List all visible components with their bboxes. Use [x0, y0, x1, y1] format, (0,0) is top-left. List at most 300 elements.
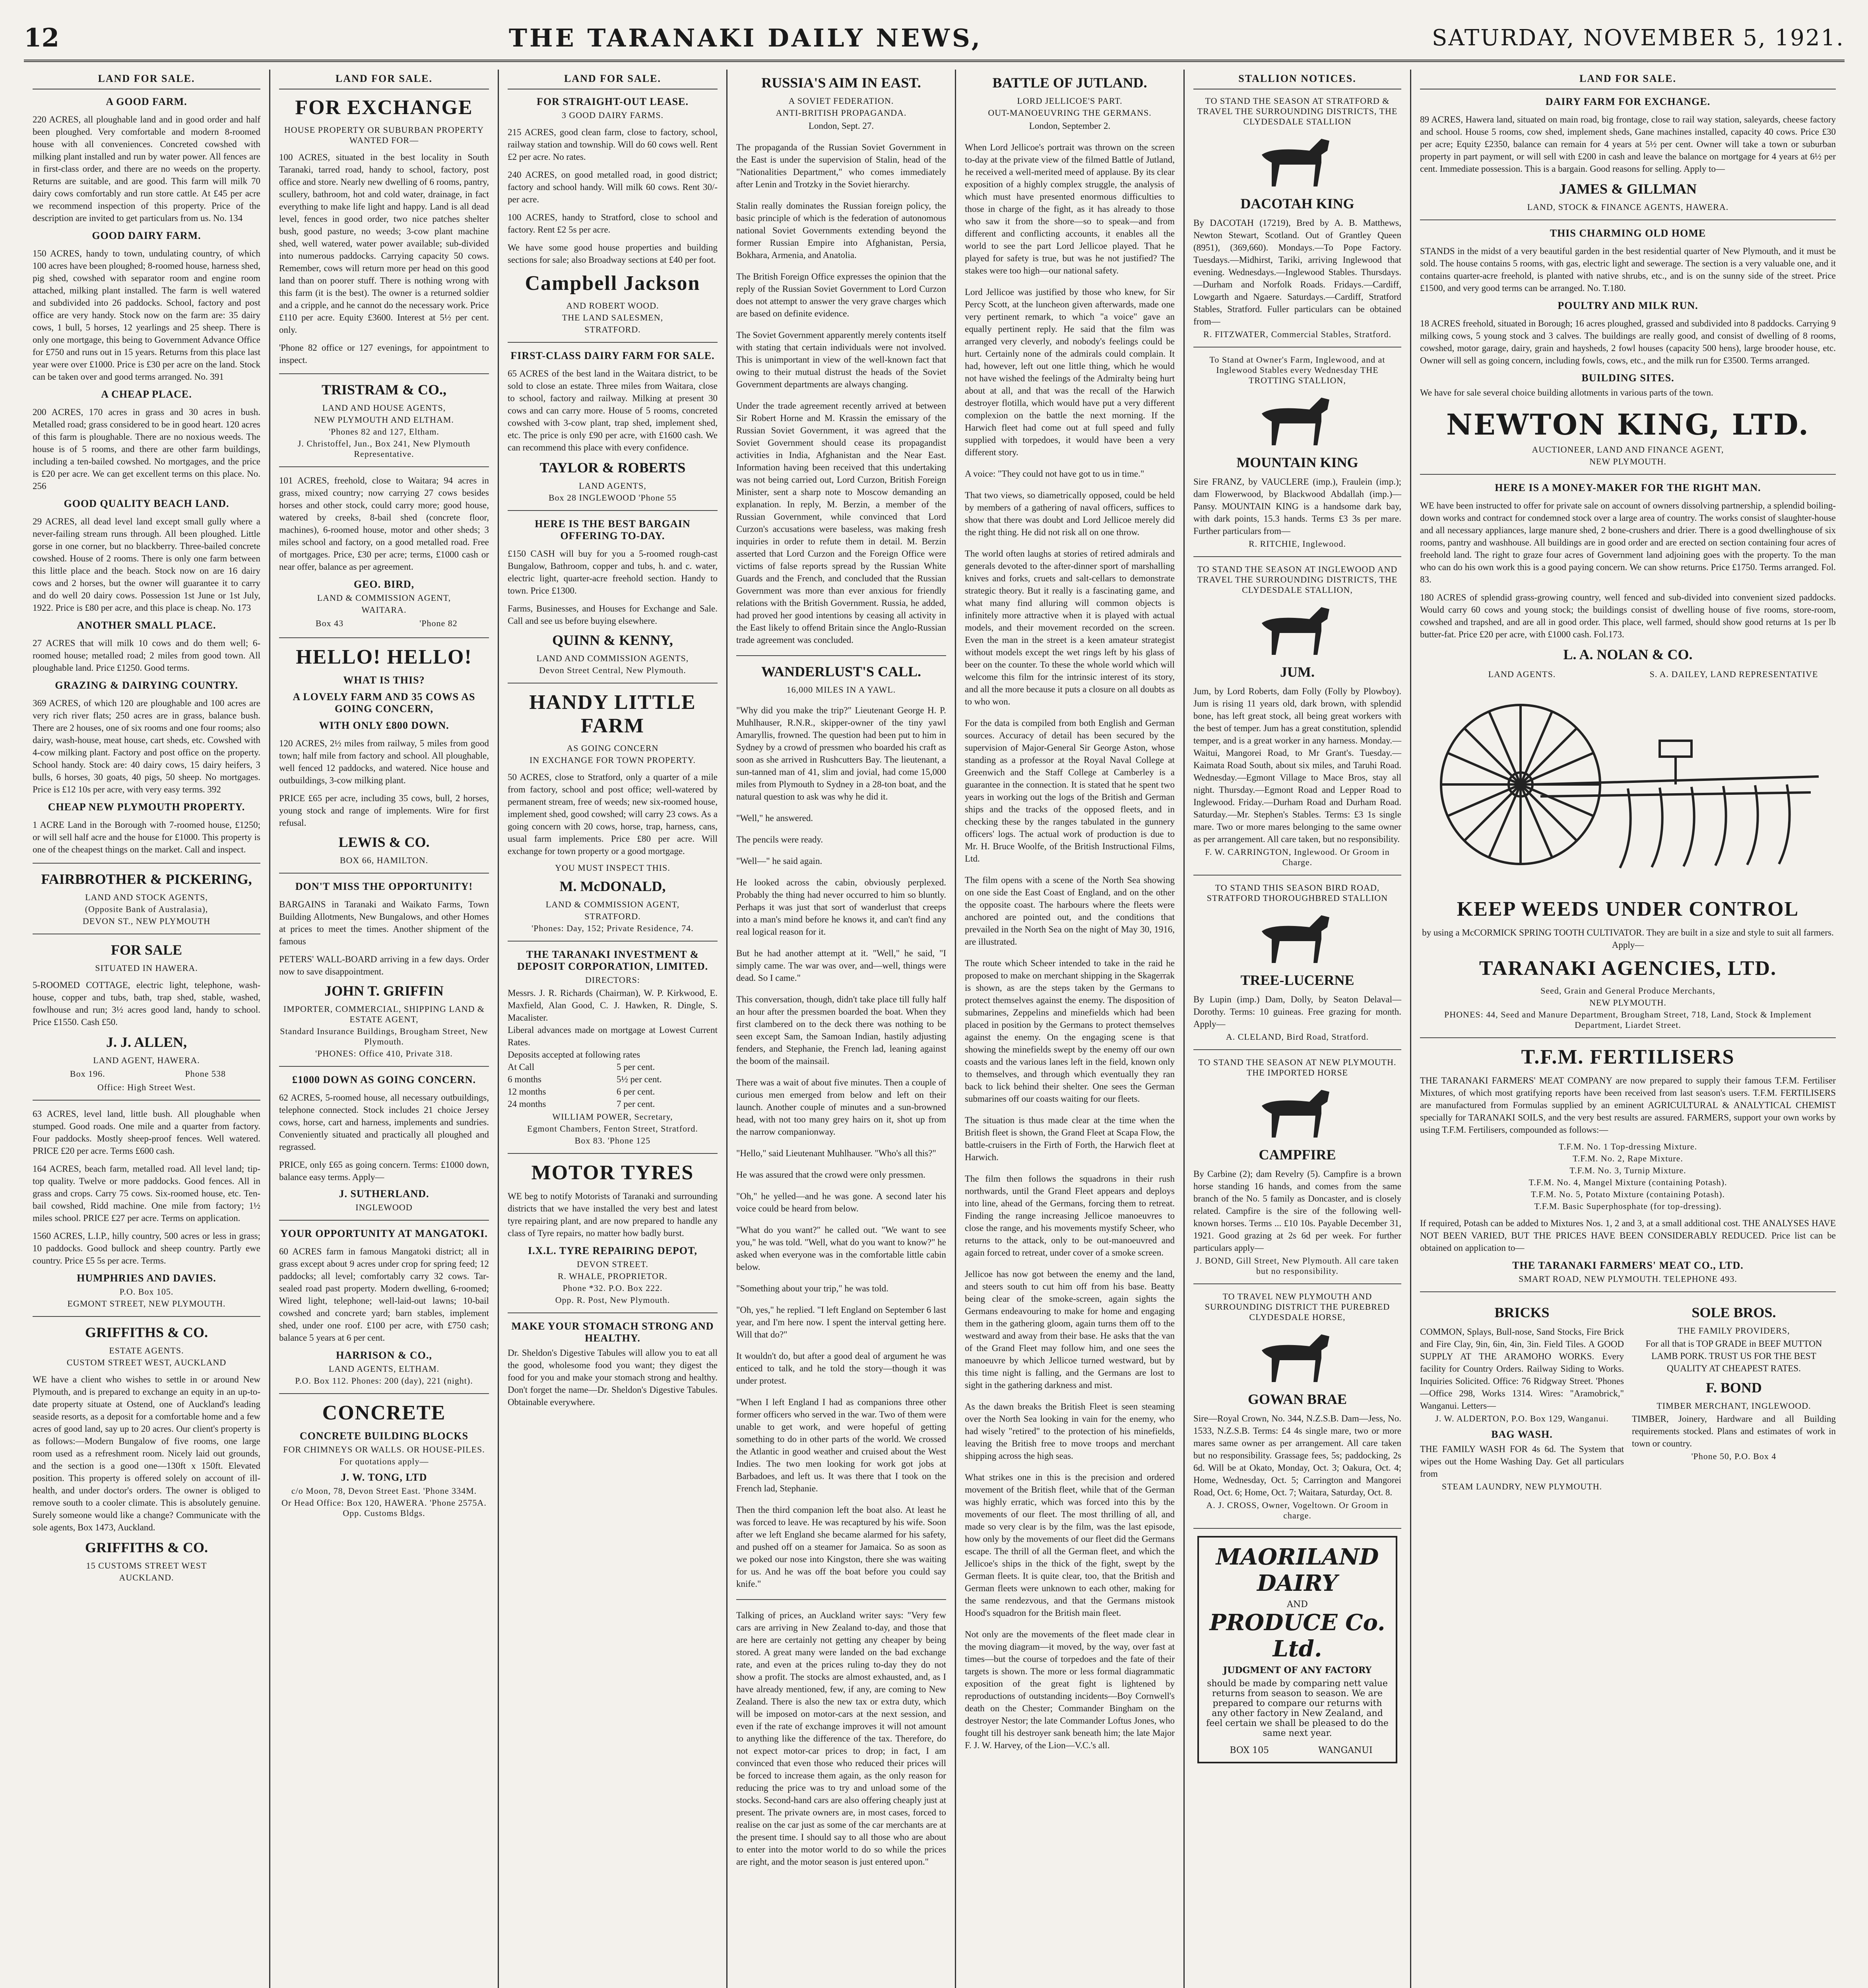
agent-line: R. WHALE, PROPRIETOR.: [557, 1271, 668, 1281]
stallion-intro: TO TRAVEL NEW PLYMOUTH AND SURROUNDING DISTRICT THE PUREBRED CLYDESDALE HORSE,: [1205, 1291, 1390, 1322]
ad-text: THE FAMILY WASH FOR 4s 6d. The System that wipes out the Home Washing Day. Get all particulars from: [1420, 1444, 1624, 1479]
agent-name: QUINN & KENNY,: [552, 632, 673, 648]
ad-text: 63 ACRES, level land, little bush. All ploughable when stumped. Good roads. One mile and a quarter from factory. Four paddocks. Mostly sheep-proof fences. Well watered. PRICE £20 per acre. Terms £600 cash.: [33, 1109, 260, 1156]
agent-name: J. W. TONG, LTD: [341, 1472, 427, 1483]
agent-name: JOHN T. GRIFFIN: [324, 983, 444, 999]
rate-value: 7 per cent.: [617, 1099, 655, 1109]
ad-title: £1000 DOWN AS GOING CONCERN.: [292, 1074, 476, 1085]
ad-title: BAG WASH.: [1491, 1429, 1553, 1440]
ad-text: 164 ACRES, beach farm, metalled road. All level land; tip-top quality. Twelve or more paddocks. Good fences. All in grass and crops. Carry 75 cows. Six-roomed house, etc. Ten-bail cowshed, Ridd machine. One mile from factory; 1½ miles school. PRICE £27 per acre. Terms on application.: [33, 1164, 260, 1223]
mixture-item: T.F.M. No. 4, Mangel Mixture (containing Potash).: [1529, 1177, 1727, 1187]
rate-term: At Call: [508, 1062, 535, 1072]
ad-text: PRICE £65 per acre, including 35 cows, bull, 2 horses, young stock and range of implements. Wire for first refusal.: [279, 793, 489, 828]
stallion-ad: [1193, 883, 1401, 1050]
article-paragraph: But he had another attempt at it. "Well," he said, "I simply came. The war was over, and—well, things were dead. So I came.": [736, 948, 946, 983]
ad-text: For all that is TOP GRADE in BEEF MUTTON LAMB PORK. TRUST US FOR THE BEST QUALITY AT CHEAPEST RATES.: [1645, 1339, 1822, 1373]
ad-title: HERE IS A MONEY-MAKER FOR THE RIGHT MAN.: [1495, 482, 1761, 493]
stallion-text: By Lupin (imp.) Dam, Dolly, by Seaton Delaval—Dorothy. Terms: 10 guineas. Free grazing for month. Apply—: [1193, 994, 1401, 1029]
ad-subtitle: A LOVELY FARM AND 35 COWS AS GOING CONCERN,: [293, 691, 475, 714]
cultivator-illustration: [1421, 685, 1835, 892]
agent-line: INGLEWOOD: [355, 1202, 413, 1212]
article-paragraph: "When I left England I had as companions three other former officers who served in the war. Two of them were unable to get work, and were hopeful of getting something to do in other parts of the world. We crossed the Atlantic in good weather and cruised about the West Indies. The two men looking for work got jobs at Barbadoes, and left us. It was there that I took on the French lad, Stephanie.: [736, 1397, 946, 1493]
stallion-owner: R. FITZWATER, Commercial Stables, Stratford.: [1203, 329, 1391, 339]
ad-text: WE have been instructed to offer for private sale on account of owners dissolving partnership, a splendid boiling-down works and contract for condemned stock over a large area of country. The works consist of slaughter-house and all necessary appliances, large manure shed, 2 bone-crushers and drier. There is a good dwellinghouse of six rooms, pantry and washhouse. All buildings are in good order and are erected on section containing four acres of freehold land. The right to graze four acres of Government land adjoining goes with the property. To the man who can do his own work this is a good paying concern. We can show returns. Price £1750. Terms arranged. Fol. 83.: [1420, 501, 1836, 584]
agent-line: BOX 66, HAMILTON.: [339, 855, 429, 865]
horse-icon: [1246, 1326, 1349, 1386]
stallion-name: DACOTAH KING: [1240, 196, 1354, 212]
agent-line: WILLIAM POWER, Secretary,: [552, 1112, 673, 1122]
stallion-ad: [1193, 355, 1401, 557]
article-paragraph: He looked across the cabin, obviously perplexed. Probably the thing had never occurred to him so bluntly. Perhaps it was just that sort of wanderlust that creeps into a man's mind before he knows it, and can't find any real logical reason for it.: [736, 878, 946, 937]
ad-subtitle: CONCRETE BUILDING BLOCKS: [299, 1430, 469, 1442]
agent-line: IMPORTER, COMMERCIAL, SHIPPING LAND & ESTATE AGENT,: [283, 1004, 485, 1024]
agent-line: AUCKLAND.: [119, 1573, 174, 1582]
agent-line: AND ROBERT WOOD.: [566, 301, 659, 311]
stallion-ad: [1193, 1291, 1401, 1529]
mixture-list: [1420, 1142, 1836, 1211]
divider: [279, 466, 489, 467]
ad-subtitle: IN EXCHANGE FOR TOWN PROPERTY.: [530, 755, 696, 765]
agent-name: THE TARANAKI FARMERS' MEAT CO., LTD.: [1512, 1260, 1744, 1271]
article-paragraph: Lord Jellicoe was justified by those who knew, for Sir Percy Scott, at the luncheon given afterwards, made one very pertinent remark, to which "a voice" gave an equally pertinent reply. He said that the film was arranged very cleverly, and nobody's feelings could be hurt. Certainly none of the admirals could complain. It had, however, left out one little thing, which he would not have wished the feelings of the Admiralty being hurt about at all, and that was the recall of the Harwich destroyer flotilla, which would have put a very different complexion on the battle the next morning. If the Harwich fleet had come out at full speed and fully supplied with torpedoes, it would have been a very different story.: [965, 287, 1175, 457]
ad-title: POULTRY AND MILK RUN.: [1558, 300, 1698, 311]
ad-text: 1560 ACRES, L.I.P., hilly country, 500 acres or less in grass; 10 paddocks. Good bullock and sheep country. Partly ewe country. Price £5 5s per acre. Terms.: [33, 1231, 260, 1266]
ad-title: GRAZING & DAIRYING COUNTRY.: [55, 679, 238, 691]
agent-name: M. McDONALD,: [559, 878, 666, 894]
ad-list: [33, 96, 260, 856]
ad-title: F. BOND: [1706, 1380, 1762, 1396]
divider: [279, 873, 489, 874]
ad-text: 215 ACRES, good clean farm, close to factory, school, railway station and township. Will do 60 cows well. Rent £2 per acre. No rates.: [508, 127, 718, 162]
agent-line: Office: High Street West.: [97, 1082, 196, 1092]
divider: [508, 941, 718, 942]
stallion-owner: F. W. CARRINGTON, Inglewood. Or Groom in Charge.: [1205, 847, 1390, 867]
article-paragraph: The British Foreign Office expresses the opinion that the reply of the Russian Soviet Government to Lord Curzon does not attempt to answer the very grave charges which are based on definite evidence.: [736, 272, 946, 318]
rate-row: [508, 1061, 718, 1073]
agent-name: TAYLOR & ROBERTS: [539, 460, 686, 476]
ad-text: COMMON, Splays, Bull-nose, Sand Stocks, Fire Brick and Fire Clay, 9in, 6in, 4in, 3in. Field Tiles. A GOOD SUPPLY AT THE ARAMOHO WORKS. Every facility for Country Orders. Railway Siding to Works. Inquiries Solicited. Office: 76 Ridgway Street. 'Phones—Office 298, Works 1314. Wires: "Aramobrick," Wanganui. Letters—: [1420, 1327, 1624, 1411]
divider: [1193, 875, 1401, 876]
agent-contact: [279, 617, 489, 630]
stallion-owner: A. J. CROSS, Owner, Vogeltown. Or Groom in charge.: [1206, 1500, 1389, 1520]
agent-line: WAITARA.: [361, 605, 407, 615]
agent-line: LAND AGENT, HAWERA.: [93, 1055, 200, 1065]
column-6: [1185, 70, 1411, 1988]
agent-name: GEO. BIRD,: [353, 579, 415, 590]
ad-subtitle: TIMBER MERCHANT, INGLEWOOD.: [1657, 1401, 1811, 1411]
agent-line: 'Phones: Day, 152; Private Residence, 74.: [531, 923, 694, 933]
divider: [1420, 1291, 1836, 1292]
article-paragraph: Under the trade agreement recently arrived at between Sir Robert Horne and M. Krassin the emissary of the Russian Soviet Government, it was agreed that the Soviet Government should cease its propagandist activities in India, Afghanistan and the Near East. Information having been received that this undertaking was not being carried out, Lord Curzon, British Foreign Minister, sent a sharp note to Moscow demanding an explanation. In reply, M. Berzin, a member of the Russian Government, while convinced that Lord Curzon's accusations were baseless, was making fresh inquiries in order to refute them in detail. M. Berzin asserted that Lord Curzon and the Foreign Office were victims of false reports spread by the Russian White Guards and the French, and concluded that the Russian Government was more than ever anxious for friendly relations with the British Government. Russia, he added, had proved her good intentions by ceasing all activity in the East likely to offend Britain since the Anglo-Russian trade agreement was concluded.: [736, 401, 946, 645]
stallion-owner: R. RITCHIE, Inglewood.: [1248, 539, 1346, 549]
article-paragraph: "Why did you make the trip?" Lieutenant George H. P. Muhlhauser, R.N.R., skipper-owner of the tiny yawl Amaryllis, frowned. The question had been put to him in Sydney by a crowd of pressmen who boarded his craft as soon as she arrived in Rushcutters Bay. The lieutenant, a sun-tanned man of 41, slim and jovial, had come 15,000 miles from Plymouth to Sydney in a 28-ton boat, and the natural question to ask was why he did it.: [736, 705, 946, 802]
article-title: RUSSIA'S AIM IN EAST.: [761, 75, 921, 91]
ad-title: DON'T MISS THE OPPORTUNITY!: [295, 881, 473, 892]
agent-name: J. J. ALLEN,: [106, 1034, 187, 1050]
masthead: [24, 16, 1845, 62]
ad-title: HELLO! HELLO!: [296, 646, 472, 668]
ad-title: FOR SALE: [111, 942, 182, 958]
ad-text: 5-ROOMED COTTAGE, electric light, telephone, wash-house, copper and tubs, bath, trap shed, stable, washed, fowlhouse and run; 3½ acres good land, handy to school. Price £1550. Cash £50.: [33, 980, 260, 1027]
columns: [24, 70, 1845, 1988]
divider: [279, 1393, 489, 1394]
ad-text: PRICE, only £65 as going concern. Terms: £1000 down, balance easy terms. Apply—: [279, 1160, 489, 1182]
ad-title: FIRST-CLASS DAIRY FARM FOR SALE.: [510, 350, 715, 361]
agent-line: S. A. DAILEY, LAND REPRESENTATIVE: [1649, 669, 1818, 679]
stallion-text: Sire—Royal Crown, No. 344, N.Z.S.B. Dam—Jess, No. 1533, N.Z.S.B. Terms: £4 4s single mare, two or more mares same owner as per arrangement. All care taken but no responsibility. Grassage fees, 5s; paddocking, 2s 6d. Will be at Okato, Monday, Oct. 3; Oakura, Oct. 4; Home, Wednesday, Oct. 5; Carrington and Mangorei Road, Oct. 6; Home, Oct. 7; Waitara, Saturday, Oct. 8.: [1193, 1413, 1401, 1497]
column-2: [270, 70, 499, 1988]
article-paragraph: "Oh," he yelled—and he was gone. A second later his voice could be heard from below.: [736, 1191, 946, 1213]
divider: [279, 373, 489, 374]
agent-phone: 'Phone 82: [419, 618, 458, 628]
article-paragraph: A voice: "They could not have got to us in time.": [965, 469, 1144, 479]
agent-line: DEVON ST., NEW PLYMOUTH: [82, 916, 211, 926]
article-paragraph: The film opens with a scene of the North Sea showing on one side the East Coast of England, and on the other the opposite coast. The harbours where the fleets were anchored are pointed out, and the conditions that prevailed in the North Sea on the night of May 30, 1916, are illustrated.: [965, 875, 1175, 947]
agent-name: HUMPHRIES AND DAVIES.: [77, 1272, 216, 1284]
agent-line: P.O. Box 112. Phones: 200 (day), 221 (night).: [295, 1376, 473, 1386]
stallion-text: By Carbine (2); dam Revelry (5). Campfire is a brown horse standing 16 hands, and comes from the same branch of the No. 5 family as Doncaster, and is closely related. Campfire is the sire of the following well-known horses. Terms ... £10 10s. Payable December 31, 1921. Good grazing at 2s 6d per week. For further particulars apply—: [1193, 1169, 1401, 1253]
agent-line: 15 CUSTOMS STREET WEST: [86, 1561, 207, 1571]
ad-text: 240 ACRES, on good metalled road, in good district; factory and school handy. Will milk 60 cows. Rent 30/- per acre.: [508, 170, 718, 204]
dairy-footer: [1205, 1742, 1389, 1755]
agent-line: STRATFORD.: [584, 911, 641, 921]
ad-text: We have some good house properties and building sections for sale; also Broadway sections at £40 per foot.: [508, 243, 718, 265]
ad-title: THIS CHARMING OLD HOME: [1550, 227, 1706, 239]
ad-list: [33, 1108, 260, 1267]
article-paragraph: The Soviet Government apparently merely contents itself with stating that certain individuals were not involved. This is unimportant in view of the well-known fact that owing to their mutual distrust the heads of the Soviet Government departments are always changing.: [736, 330, 946, 389]
agent-line: THE LAND SALESMEN,: [562, 313, 663, 322]
divider: [33, 1100, 260, 1101]
ad-text: PETERS' WALL-BOARD arriving in a few days. Order now to save disappointment.: [279, 954, 489, 977]
article-title: WANDERLUST'S CALL.: [761, 664, 921, 679]
agent-line: LAND, STOCK & FINANCE AGENTS, HAWERA.: [1527, 202, 1729, 212]
mixture-item: T.F.M. No. 5, Potato Mixture (containing Potash).: [1530, 1189, 1725, 1199]
column-header: LAND FOR SALE.: [33, 70, 260, 89]
agent-line: NEW PLYMOUTH.: [1589, 998, 1666, 1008]
stallion-name: CAMPFIRE: [1259, 1147, 1336, 1163]
ad-title: BRICKS: [1494, 1305, 1550, 1320]
mixture-item: T.F.M. No. 2, Rape Mixture.: [1573, 1153, 1683, 1163]
ad-title: THE TARANAKI INVESTMENT & DEPOSIT CORPORATION, LIMITED.: [517, 949, 708, 972]
ad-text: We have for sale several choice building allotments in various parts of the town.: [1420, 388, 1713, 398]
divider: [1193, 556, 1401, 557]
agent-line: LAND & COMMISSION AGENT,: [317, 593, 451, 603]
article-subtitle: LORD JELLICOE'S PART.: [1017, 96, 1123, 106]
article-paragraph: "Well—" he said again.: [736, 856, 822, 866]
agent-line: Devon Street Central, New Plymouth.: [539, 665, 686, 675]
ad-text: 101 ACRES, freehold, close to Waitara; 94 acres in grass, mixed country; now carrying 27 cows besides horses and other stock, could carry more; good house, watered by creeks, 8-bail shed (concrete floor, machines), 6-roomed house, motor and other sheds; 3 miles school and factory, on a good metalled road. Free of mortgages. Price, £30 per acre; terms, £1000 cash or near offer, balance as per agreement.: [279, 476, 489, 572]
agent-phone: Phone 538: [185, 1069, 226, 1079]
agent-line: Egmont Chambers, Fenton Street, Stratford.: [527, 1124, 698, 1134]
dairy-logo-text: AND: [1287, 1600, 1308, 1609]
agent-line: Or Head Office: Box 120, HAWERA. 'Phone 2575A. Opp. Customs Bldgs.: [281, 1498, 487, 1518]
ad-text: 1 ACRE Land in the Borough with 7-roomed house, £1250; or will sell half acre and the house for £1000. This property is one of the cheapest things on the market. Call and inspect.: [33, 820, 260, 854]
rate-value: 5 per cent.: [617, 1062, 655, 1072]
mixture-item: T.F.M. Basic Superphosphate (for top-dressing).: [1534, 1201, 1722, 1211]
dairy-ad: [1197, 1536, 1397, 1763]
rate-term: 24 months: [508, 1099, 546, 1109]
column-header: LAND FOR SALE.: [508, 70, 718, 89]
divider: [33, 1316, 260, 1317]
agent-name: JAMES & GILLMAN: [1559, 181, 1697, 197]
divider: [736, 655, 946, 656]
ad-text: THE TARANAKI FARMERS' MEAT COMPANY are now prepared to supply their famous T.F.M. Fertiliser Mixtures, of which most gratifying reports have been received from last season's users. T.F.M. FERTILISERS are manufactured from Formulas supplied by an eminent AGRICULTURAL & ANALYTICAL CHEMIST specially for TARANAKI SOILS, and the very best results are assured. FARMERS, support your own works by using T.F.M. Fertilisers, compounded as follows:—: [1420, 1076, 1836, 1135]
article-paragraph: When Lord Jellicoe's portrait was thrown on the screen to-day at the private view of the filmed Battle of Jutland, he received a well-merited meed of applause. By its clear exposition of a highly complex struggle, the analysis of which must have presented enormous difficulties to those in charge of the fight, as it has already to those who saw it from the shore—so to speak—and from different and conflicting accounts, it enables all the world to see the part Lord Jellicoe played. That he played for safety is true, but was he not justified? The stakes were too high—our national safety.: [965, 142, 1175, 276]
ad-text: 100 ACRES, situated in the best locality in South Taranaki, tarred road, handy to school, factory, post office and store. Nearly new dwelling of 6 rooms, pantry, scullery, bathroom, hot and cold water, drainage, in fact everything to make life light and happy. Land is all dead level, fences in good order, two nice patches shelter bush, good pasture, no weeds; 3-cow plant machine shed, well watered, water power available; sub-divided into numerous paddocks. Carrying capacity 50 cows. Remember, cows will return more per head on this good land than on poorer stuff. There is nothing wrong with this farm (it is the best). The owner is a returned soldier and a cripple, and he cannot do the necessary work. Price £110 per acre. Equity £3600. Interest at 5½ per cent. only.: [279, 152, 489, 335]
agent-line: LAND & COMMISSION AGENT,: [545, 899, 680, 909]
column-1: [24, 70, 270, 1988]
divider: [1193, 1283, 1401, 1284]
stallion-intro: TO STAND THIS SEASON BIRD ROAD, STRATFORD THOROUGHBRED STALLION: [1207, 883, 1388, 903]
dairy-logo-text: PRODUCE Co. Ltd.: [1209, 1609, 1385, 1662]
stallion-text: Jum, by Lord Roberts, dam Folly (Folly by Plowboy). Jum is rising 11 years old, dark brown, with splendid bone, has left great stock, all being great workers with the best of temper. Jum has a great constitution, splendid temper, and is a great worker in any harness. Monday.—Waitui, Mangorei Road, to Mr Grant's. Tuesday.—Kaimata Road South, about six miles, and Taruhi Road. Wednesday.—Egmont Village to Mace Bros, stay all night. Thursday.—Egmont Road and Lepper Road to Inglewood. Friday.—Durham Road and Durham Road. Saturday.—Mr. Stephen's Stables. Terms: £3 1s single mare. Two or more mares belonging to the same owner as per arrangement. All care taken, but no responsibility.: [1193, 686, 1401, 844]
ad-text: 220 ACRES, all ploughable land and in good order and half been ploughed. Very comfortable and modern 8-roomed house with all conveniences. Concreted cowshed with milking plant installed and run by water power. All fences are in first-class order, and there are no weeds on the property. Returns are suitable, and are good. This farm will milk 70 dairy cows comfortably and run store cattle. At £45 per acre we recommend inspection of this property. Price of the description are invited to get particulars from us. No. 134: [33, 115, 260, 223]
ad-subtitle: DIRECTORS:: [585, 975, 640, 985]
article-paragraph: For the data is compiled from both English and German sources. Accuracy of detail has been secured by the supervision of Major-General Sir George Aston, whose standing as a professor at the Royal Naval College at Greenwich and the Staff College at Camberley is a guarantee in the connection. It is stated that he spent two years in working out the logs of the British and German ships and the tracks of the opposed fleets, and in checking these by the ranges tabulated in the gunnery officers' logs. The actual work of production is due to Mr. H. Bruce Woolfe, of the British Instructional Films, Ltd.: [965, 718, 1175, 864]
bottom-ads: [1420, 1299, 1836, 1493]
agent-line: PHONES: 44, Seed and Manure Department, Brougham Street, 718, Land, Stock & Implement Department, Liardet Street.: [1444, 1010, 1812, 1030]
ad-text: WE have a client who wishes to settle in or around New Plymouth, and is prepared to exchange an equity in an up-to-date property situate at Ostend, one of Auckland's leading seaside resorts, as a deposit for a comfortable home and a few acres of good land, say up to 20 acres. Our client's property is as follows:—Modern Bungalow of five rooms, one large room used as a refreshment room. Nicely laid out grounds, and the section is a good one—130ft x 150ft. Elevated position. This property is offered solely on account of ill-health, and under doctor's orders. The owner is obliged to remove south to a cooler climate. This is absolutely genuine. Surely someone would like a change? Communicate with the sole agents, Box 1473, Auckland.: [33, 1375, 260, 1532]
agent-name: I.X.L. TYRE REPAIRING DEPOT,: [528, 1245, 697, 1256]
ad-text: Farms, Businesses, and Houses for Exchange and Sale. Call and see us before buying elsewhere.: [508, 604, 718, 626]
agent-name: GRIFFITHS & CO.: [85, 1324, 208, 1340]
horse-icon: [1246, 131, 1349, 190]
dairy-logo-text: MAORILAND DAIRY: [1216, 1544, 1379, 1596]
agent-line: EGMONT STREET, NEW PLYMOUTH.: [67, 1299, 226, 1309]
ad-text: 50 ACRES, close to Stratford, only a quarter of a mile from factory, school and post office; well-watered by permanent stream, free of weeds; new six-roomed house, implement shed, good cowshed; will carry 23 cows. As a going concern with 20 cows, horse, trap, harness, cans, usual farm implements. Price £80 per acre. Will exchange for town property or a good mortgage.: [508, 772, 718, 856]
agent-name: TRISTRAM & CO.,: [321, 382, 446, 398]
column-3: [499, 70, 727, 1988]
stallion-intro: To Stand at Owner's Farm, Inglewood, and at Inglewood Stables every Wednesday THE TROTTING STALLION,: [1209, 355, 1385, 385]
article-paragraph: Talking of prices, an Auckland writer says: "Very few cars are arriving in New Zealand to-day, and those that are here are certainly not getting any cheaper by being stored. A great many were landed on the bad exchange rate, and even at the prices ruling to-day they do not show a profit. The stocks are almost exhausted, and, as I have already mentioned, few, if any, are coming to New Zealand. There is also the new tax or extra duty, which will be imposed on motor-cars at the next session, and even if the rate of exchange improves it will not amount to anything like the difference of the tax. Therefore, do not expect motor-car prices to drop; in fact, I am convinced that even those who reduced their prices will be forced to increase them again, as the only reason for reducing the price was to try and unload some of the stocks. Second-hand cars are also offering cheaply just at present. The private owners are, in most cases, forced to realise on the car just as some of the car merchants are at the present time. I should say to all those who are about to enter into the motor world to do so while the prices are right, and the motor season is just entered upon.": [736, 1610, 946, 1867]
article-paragraph: The situation is thus made clear at the time when the British fleet is shown, the Grand Fleet at Scapa Flow, the battle-cruisers in the Firth of Forth, the Harwich fleet at Harwich.: [965, 1115, 1175, 1162]
divider: [1420, 1037, 1836, 1038]
ad-text: STANDS in the midst of a very beautiful garden in the best residential quarter of New Plymouth, and it must be sold. The house contains 5 rooms, with gas, electric light and sewerage. The section is a very valuable one, and it contains quarter-acre freehold, is planted with native shrubs, etc., and is on the sunny side of the street. Price £1500, and very good terms can be arranged. No. T.180.: [1420, 246, 1836, 293]
agent-name: Campbell Jackson: [525, 272, 700, 295]
article-paragraph: It wouldn't do, but after a good deal of argument he was enticed to talk, and he told the story—though it was under protest.: [736, 1351, 946, 1386]
ad-text: by using a McCORMICK SPRING TOOTH CULTIVATOR. They are built in a size and style to suit all farmers. Apply—: [1422, 928, 1834, 950]
divider: [1193, 1528, 1401, 1529]
article-paragraph: Not only are the movements of the fleet made clear in the moving diagram—it moved, by the way, over fast at times—but the course of torpedoes and the fate of their targets is shown. The more or less formal diagrammatic exposition of the great fight is lightened by reproductions of outstanding incidents—Boy Cornwell's death on the Chester; Commander Bingham on the destroyer Nestor; the late Commander Loftus Jones, who fought till his destroyer sank beneath him; the late Major F. J. W. Harvey, of the Lion—V.C.'s all.: [965, 1629, 1175, 1750]
column-header: LAND FOR SALE.: [279, 70, 489, 89]
agent-name: J. SUTHERLAND.: [339, 1188, 429, 1200]
divider: [508, 510, 718, 511]
article-paragraph: The pencils were ready.: [736, 835, 823, 845]
agent-box: Box 43: [315, 618, 344, 628]
article-paragraph: The world often laughs at stories of retired admirals and generals devoted to the after-dinner sport of marshalling knives and forks, cruets and salt-cellars to demonstrate strategic theory. But it really is a fascinating game, and what many find alluring will common objects is infinitely more attractive when it is played with actual models, and their movement recorded on the screen. Even the man in the street is a keen amateur strategist without models except the wet rings left by his glass of beer on the counter. To these the whole world which will welcome this film for the intrinsic interest of its story, and all the more because it puts a closure on all doubts as to who won.: [965, 549, 1175, 707]
ad-title: GOOD DAIRY FARM.: [92, 230, 201, 241]
divider: [1193, 347, 1401, 348]
column-5: [956, 70, 1185, 1988]
article-paragraph: That two views, so diametrically opposed, could be held by members of a gathering of naval officers, suffices to show that there was doubt and Lord Jellicoe merely did the right thing. He did not risk all on one throw.: [965, 490, 1175, 537]
rate-row: [508, 1098, 718, 1110]
ad-title: T.F.M. FERTILISERS: [1521, 1046, 1735, 1068]
newspaper-title: THE TARANAKI DAILY NEWS,: [508, 23, 983, 52]
ad-title: DAIRY FARM FOR EXCHANGE.: [1545, 96, 1711, 107]
ad-text: Messrs. J. R. Richards (Chairman), W. P. Kirkwood, E. Maxfield, Alan Good, C. J. Hawken, R. Dingle, S. Macalister.: [508, 988, 718, 1023]
agent-line: DEVON STREET.: [576, 1259, 649, 1269]
ad-text: 27 ACRES that will milk 10 cows and do them well; 6-roomed house; metalled road; 2 miles from good town. All ploughable land. Price £1250. Good terms.: [33, 638, 260, 673]
ad-text: 60 ACRES farm in famous Mangatoki district; all in grass except about 9 acres under crop for spring feed; 12 paddocks; all level; comfortably carry 32 cows. Tar-sealed road past property. Modern dwelling, 6-roomed; Wired light, telephone; well-laid-out lawns; 10-bail cowshed and concrete yard; barn stables, implement shed, under one roof. £100 per acre, with £750 cash; balance 5 years at 6 per cent.: [279, 1246, 489, 1343]
divider: [508, 342, 718, 343]
agent-line: SMART ROAD, NEW PLYMOUTH. TELEPHONE 493.: [1519, 1274, 1737, 1284]
ad-text: 200 ACRES, 170 acres in grass and 30 acres in bush. Metalled road; grass considered to be in good heart. 120 acres of this farm is ploughable. There are no noxious weeds. The house is of 5 rooms, and there are other farm buildings, including a ten-bailed cowshed. No mortgages, and the price is £20 per acre. We can get excellent terms on this place. No. 256: [33, 407, 260, 491]
dairy-heading: JUDGMENT OF ANY FACTORY: [1223, 1665, 1372, 1675]
horse-icon: [1246, 907, 1349, 967]
article-subtitle: 16,000 MILES IN A YAWL.: [786, 685, 896, 695]
ad-text: Dr. Sheldon's Digestive Tabules will allow you to eat all the good, wholesome food you want; they digest the food for you and make your stomach strong and healthy. Don't forget the name—Dr. Sheldon's Digestive Tabules. Obtainable everywhere.: [508, 1348, 718, 1407]
ad-title: HERE IS THE BEST BARGAIN OFFERING TO-DAY.: [535, 518, 691, 542]
agent-line: P.O. Box 105.: [119, 1287, 174, 1297]
ad-text: WE beg to notify Motorists of Taranaki and surrounding districts that we have installed the very best and latest tyre repairing plant, and are now prepared to handle any class of Tyre repairs, no matter how badly burst.: [508, 1191, 718, 1238]
ad-text: For quotations apply—: [339, 1456, 429, 1466]
ad-subtitle: HOUSE PROPERTY OR SUBURBAN PROPERTY WANTED FOR—: [284, 125, 484, 145]
ad-subtitle: THE FAMILY PROVIDERS,: [1678, 1326, 1790, 1336]
article-paragraph: "Oh, yes," he replied. "I left England on September 6 last year, and I'm here now. I spent the interval getting here. Will that do?": [736, 1305, 946, 1340]
agent-line: 'Phone 50, P.O. Box 4: [1691, 1451, 1777, 1461]
ad-title: KEEP WEEDS UNDER CONTROL: [1457, 898, 1799, 920]
agent-line: LAND AND COMMISSION AGENTS,: [536, 653, 689, 663]
stallion-name: TREE-LUCERNE: [1240, 972, 1354, 988]
agent-line: Box 28 INGLEWOOD 'Phone 55: [548, 493, 677, 503]
agent-line: AUCTIONEER, LAND AND FINANCE AGENT,: [1532, 445, 1724, 454]
rate-term: 12 months: [508, 1087, 546, 1097]
article-paragraph: "Something about your trip," he was told.: [736, 1283, 888, 1293]
stallion-name: MOUNTAIN KING: [1236, 454, 1358, 470]
agent-line: STRATFORD.: [584, 324, 641, 334]
dairy-town: WANGANUI: [1318, 1745, 1373, 1755]
divider: [1193, 1049, 1401, 1050]
stallion-intro: TO STAND THE SEASON AT STRATFORD & TRAVEL THE SURROUNDING DISTRICTS, THE CLYDESDALE STALLION: [1197, 96, 1398, 126]
ad-title: CHEAP NEW PLYMOUTH PROPERTY.: [48, 801, 245, 813]
ad-text: BARGAINS in Taranaki and Waikato Farms, Town Building Allotments, New Bungalows, and other Homes at prices to meet the times. Another shipment of the famous: [279, 899, 489, 946]
ad-title: FOR EXCHANGE: [295, 96, 473, 119]
stallion-text: Sire FRANZ, by VAUCLERE (imp.), Fraulein (imp.); dam Flowerwood, by Blackwood Abdallah (imp.)—Pansy. MOUNTAIN KING is a handsome dark bay, with dark points, 15.3 hands. Terms £3 3s per mare. Further particulars from—: [1193, 477, 1401, 536]
article-subtitle: ANTI-BRITISH PROPAGANDA.: [776, 108, 907, 118]
mixture-item: T.F.M. No. 1 Top-dressing Mixture.: [1558, 1142, 1697, 1151]
ad-subtitle: WITH ONLY £800 DOWN.: [319, 720, 449, 731]
ad-title: MAKE YOUR STOMACH STRONG AND HEALTHY.: [511, 1320, 714, 1344]
ad-text: 65 ACRES of the best land in the Waitara district, to be sold to close an estate. Three miles from Waitara, close to school, factory and railway. Milking at present 30 cows and can carry more. House of 5 rooms, concreted cowshed with 3-cow plant, trap shed, implement shed, etc. The price is only £90 per acre, with £1600 cash. We can recommend this place with every confidence.: [508, 369, 718, 452]
agent-line: Opp. R. Post, New Plymouth.: [555, 1295, 670, 1305]
horse-icon: [1246, 390, 1349, 449]
agent-line: LAND AND STOCK AGENTS,: [85, 892, 208, 902]
agent-line: 'Phones 82 and 127, Eltham.: [329, 427, 439, 437]
ad-text: 'Phone 82 office or 127 evenings, for appointment to inspect.: [279, 343, 489, 365]
article-paragraph: The propaganda of the Russian Soviet Government in the East is under the supervision of Stalin, head of the "Nationalities Department," who comes immediately after Lenin and Trotzky in the Soviet hierarchy.: [736, 142, 946, 189]
agent-name: LEWIS & CO.: [338, 834, 430, 850]
stallion-list: [1193, 96, 1401, 1529]
rate-value: 6 per cent.: [617, 1087, 655, 1097]
agent-line: Phone *32. P.O. Box 222.: [563, 1283, 663, 1293]
agent-name: L. A. NOLAN & CO.: [1563, 646, 1693, 662]
agent-name: TARANAKI AGENCIES, LTD.: [1479, 957, 1777, 980]
ad-text: 120 ACRES, 2½ miles from railway, 5 miles from good town; half mile from factory and school. All ploughable, well fenced 12 paddocks, and watered. Nice house and outbuildings, 3-cow milking plant.: [279, 738, 489, 785]
page-number: 12: [24, 23, 60, 53]
mixture-item: T.F.M. No. 3, Turnip Mixture.: [1569, 1165, 1686, 1175]
ad-title: CONCRETE: [322, 1402, 446, 1424]
dateline: London, September 2.: [1029, 121, 1111, 131]
article-paragraph: As the dawn breaks the British Fleet is seen steaming over the North Sea looking in vain for the enemy, who had wisely "retired" to the protection of his minefields, leaving the British free to move troops and merchant shipping across the high seas.: [965, 1402, 1175, 1461]
agent-line: LAND AGENTS.: [1488, 669, 1556, 679]
agent-line: J. Christoffel, Jun., Box 241, New Plymouth Representative.: [297, 439, 471, 459]
stallion-text: By DACOTAH (17219), Bred by A. B. Matthews, Newton Stewart, Scotland. Out of Grantley Queen (8951), (369,660). Mondays.—To Pope Factory. Tuesdays.—Midhirst, Tariki, arriving Inglewood that evening. Wednesdays.—Inglewood Stables. Thursdays.—Durham and Norfolk Roads. Fridays.—Cardiff, Lowgarth and Ngaere. Saturdays.—Cardiff, Stratford Stables, Stratford. Fuller particulars can be obtained from—: [1193, 218, 1401, 326]
ad-title: BUILDING SITES.: [1581, 372, 1674, 384]
ad-text: 180 ACRES of splendid grass-growing country, well fenced and sub-divided into convenient sized paddocks. Would carry 60 cows and young stock; the buildings consist of dwelling house of five rooms, store-room, cowshed and trapshed, and are all in good order. This place, well farmed, should show good returns at 1s per lb butter-fat. Price £20 per acre, with £1000 cash. Fol.173.: [1420, 592, 1836, 639]
column-4: [727, 70, 956, 1988]
column-header: STALLION NOTICES.: [1193, 70, 1401, 89]
stallion-owner: J. BOND, Gill Street, New Plymouth. All care taken but no responsibility.: [1196, 1256, 1399, 1276]
stallion-intro: TO STAND THE SEASON AT NEW PLYMOUTH. THE IMPORTED HORSE: [1198, 1057, 1397, 1077]
dairy-text: should be made by comparing nett value returns from season to season. We are prepared to compare our returns with any other factory in New Zealand, and feel certain we shall be pleased to do the same next year.: [1206, 1679, 1389, 1738]
agent-box: Box 196.: [70, 1069, 105, 1079]
ad-title: MOTOR TYRES: [531, 1161, 694, 1184]
agent-line: LAND AGENTS, ELTHAM.: [328, 1364, 440, 1374]
stallion-intro: TO STAND THE SEASON AT INGLEWOOD AND TRAVEL THE SURROUNDING DISTRICTS, THE CLYDESDALE STALLION,: [1197, 564, 1398, 595]
dateline: London, Sept. 27.: [808, 121, 874, 131]
agent-line: (Opposite Bank of Australasia),: [85, 904, 208, 914]
ad-text: 150 ACRES, handy to town, undulating country, of which 100 acres have been ploughed; 8-roomed house, harness shed, pig shed, cowshed with separator room and engine room attached, milking plant installed. The farm is well watered and subdivided into 26 paddocks. School, factory and post office are very handy. Stock now on the farm are: 35 dairy cows, 1 bull, 5 horses, 12 yearlings and 25 sheep. There is only one mortgage, this being to Government Advance Office for £750 and runs out in 15 years. Returns from this place last year were over £1000. Price is £30 per acre on the land. Stock can be taken over and good terms arranged. No. 391: [33, 248, 260, 382]
agent-line: 'PHONES: Office 410, Private 318.: [315, 1048, 453, 1058]
divider: [1420, 474, 1836, 475]
article-subtitle: A SOVIET FEDERATION.: [788, 96, 894, 106]
column-7: [1411, 70, 1845, 1988]
ad-text: Liberal advances made on mortgage at Lowest Current Rates.: [508, 1025, 718, 1047]
ad-text: If required, Potash can be added to Mixtures Nos. 1, 2 and 3, at a small additional cost. THE ANALYSES HAVE NOT BEEN VARIED, BUT THE PRICES HAVE BEEN CONSIDERABLY REDUCED. Price list can be obtained on application to—: [1420, 1218, 1836, 1253]
agent-line: LAND AND HOUSE AGENTS,: [322, 403, 446, 413]
ad-text: 100 ACRES, handy to Stratford, close to school and factory. Rent £2 5s per acre.: [508, 212, 718, 235]
divider: [279, 1220, 489, 1221]
article-paragraph: There was a wait of about five minutes. Then a couple of curious men emerged from below and left on their launch. Another couple of minutes and a sun-browned head, with not too many grey hairs on it, shot up from the narrow companionway.: [736, 1077, 946, 1137]
ad-text: 89 ACRES, Hawera land, situated on main road, big frontage, close to rail way station, saleyards, cheese factory and school. House 5 rooms, cow shed, implement sheds, Gane machines installed, capacity 40 cows. Price £30 per acre; Equity £2350, balance can remain for 4 years at 5½ per cent. Owner will take a town or suburban property in part payment, or will sell with £200 in cash and leave the balance on mortgage for 4 years at 6½ per cent. Immediate possession. This is a bargain. Good reasons for selling. Apply to—: [1420, 115, 1836, 174]
ad-text: 62 ACRES, 5-roomed house, all necessary outbuildings, telephone connected. Stock includes 21 choice Jersey cows, horse, cart and harness, implements and sundries. Conveniently situated and practically all ploughed and regrassed.: [279, 1093, 489, 1152]
stallion-name: JUM.: [1280, 664, 1315, 680]
bricks-ad: [1420, 1299, 1624, 1493]
ad-text: 29 ACRES, all dead level land except small gully where a never-failing stream runs through. All been ploughed. Little gorse in one corner, but no blackberry. Three-bailed concrete cowshed. House of 2 rooms. There is only one farm between this little place and the beach. Stock now on are 16 dairy cows and 2 horses, but the owner will guarantee it to carry and do well 20 dairy cows. Possession 1st June or 1st July, 1922. Price is £80 per acre, and this place is cheap. No. 173: [33, 516, 260, 613]
agent-line: NEW PLYMOUTH.: [1589, 456, 1666, 466]
ad-text: Deposits accepted at following rates: [508, 1050, 640, 1060]
agent-name: HARRISON & CO.,: [336, 1349, 432, 1361]
divider: [508, 1153, 718, 1154]
ad-title: ANOTHER SMALL PLACE.: [77, 619, 216, 631]
ad-title: YOUR OPPORTUNITY AT MANGATOKI.: [280, 1228, 488, 1239]
agent-name: FAIRBROTHER & PICKERING,: [41, 871, 252, 887]
horse-icon: [1246, 1082, 1349, 1142]
divider: [279, 637, 489, 638]
agent-line: Box 83. 'Phone 125: [574, 1136, 651, 1145]
agent-contact: [1420, 668, 1836, 681]
divider: [736, 1599, 946, 1600]
ad-text: £150 CASH will buy for you a 5-roomed rough-cast Bungalow, Bathroom, copper and tubs, h. and c. water, electric light, quarter-acre freehold section. Handy to town. Price £1300.: [508, 549, 718, 596]
ad-text: TIMBER, Joinery, Hardware and all Building requirements stocked. Plans and estimates of work in town or country.: [1632, 1414, 1836, 1448]
article-subtitle: OUT-MANOEUVRING THE GERMANS.: [988, 108, 1152, 118]
ad-title: A GOOD FARM.: [106, 96, 187, 107]
divider: [33, 863, 260, 864]
article-paragraph: Stalin really dominates the Russian foreign policy, the basic principle of which is the federation of autonomous national Soviet Governments extending beyond the former Russian Empire into Afghanistan, Persia, Bokhara, Armenia, and Anatolia.: [736, 201, 946, 260]
stallion-ad: [1193, 1057, 1401, 1284]
article-paragraph: Then the third companion left the boat also. At least he was forced to leave. He was recaptured by his wife. Soon after we left England she became alarmed for his safety, and pushed off on a steamer for Jamaica. So as soon as we poked our nose into Kingston, there she was waiting for us. And he was off the boat before you could say knife.": [736, 1505, 946, 1589]
ad-subtitle: FOR CHIMNEYS OR WALLS. OR HOUSE-PILES.: [283, 1444, 485, 1454]
stallion-name: GOWAN BRAE: [1247, 1391, 1347, 1407]
column-header: LAND FOR SALE.: [1420, 70, 1836, 89]
rate-row: [508, 1085, 718, 1098]
article-paragraph: The route which Scheer intended to take in the raid he proposed to make on merchant shipping in the Skagerrak is shown, as are the steps taken by the Germans to protect themselves against the enemy. The disposition of submarines, Zeppelins and minefields which had been placed in position by the Germans to protect themselves against the enemy. On the engaging scene is that showing the minefields swept by the enemy off our own coasts and the various lanes left in the field, known only to themselves, and through which eventually they ran back to lick behind their shelter. One sees the German submarines off our coasts waiting for our fleets.: [965, 958, 1175, 1104]
article-paragraph: The film then follows the squadrons in their rush northwards, until the Grand Fleet appears and deploys into line, ahead of the Germans, forcing them to retreat. Finding the range increasing Jellicoe manoeuvres to close the range, and his movements mystify Scheer, who returns to the attack, only to be out-manoeuvred and again forced to retreat, under cover of a smoke screen.: [965, 1174, 1175, 1258]
agent-line: CUSTOM STREET WEST, AUCKLAND: [66, 1357, 227, 1367]
ad-subtitle: YOU MUST INSPECT THIS.: [555, 863, 670, 873]
agent-contact: [33, 1067, 260, 1081]
dairy-box: BOX 105: [1230, 1745, 1269, 1755]
